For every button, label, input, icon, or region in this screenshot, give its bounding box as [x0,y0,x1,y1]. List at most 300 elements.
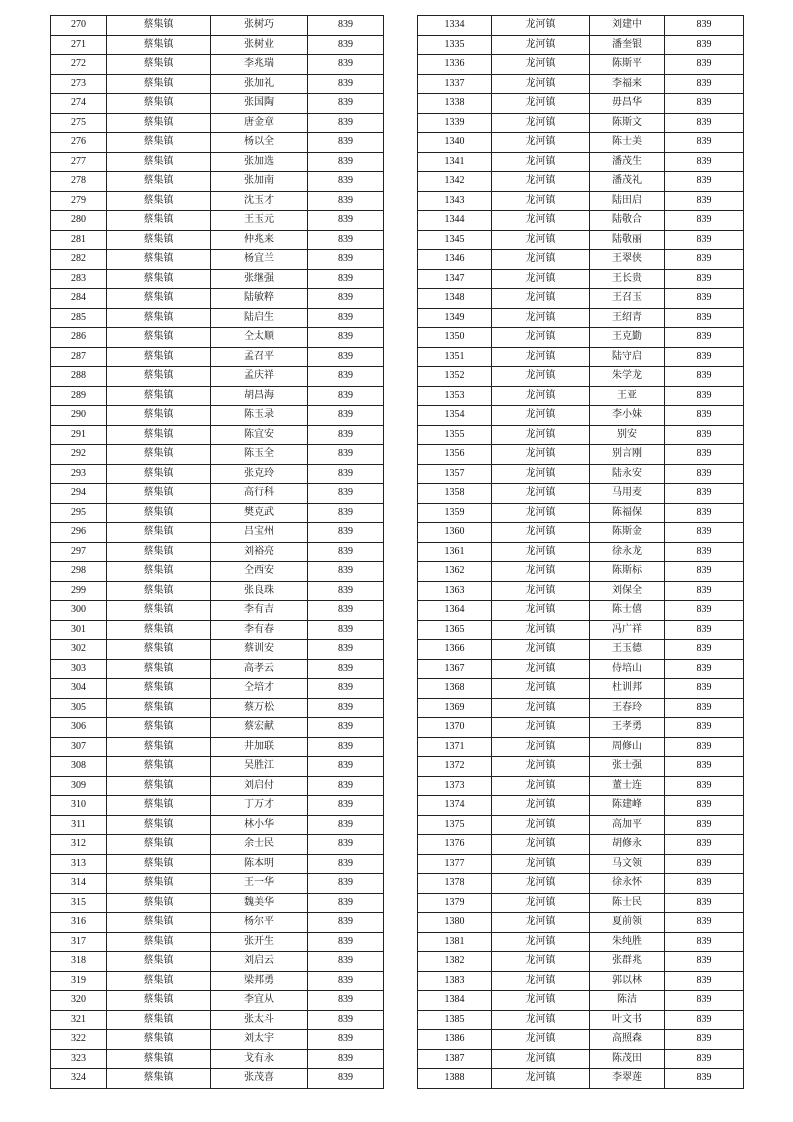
town-cell: 蔡集镇 [107,815,211,835]
amount-cell: 839 [308,1049,384,1069]
row-number: 1367 [418,659,492,679]
town-cell: 龙河镇 [492,94,590,114]
town-cell: 蔡集镇 [107,698,211,718]
row-number: 1368 [418,679,492,699]
table-row [418,757,744,777]
table-row [51,152,384,172]
right-roster-table [417,15,744,1089]
row-number: 305 [51,698,107,718]
amount-cell: 839 [665,172,744,192]
table-row [418,1010,744,1030]
name-cell: 杜训邦 [590,679,665,699]
row-number: 273 [51,74,107,94]
town-cell: 蔡集镇 [107,230,211,250]
name-cell: 吕宝州 [211,523,308,543]
amount-cell: 839 [308,562,384,582]
table-row [418,445,744,465]
town-cell: 龙河镇 [492,16,590,36]
amount-cell: 839 [308,328,384,348]
table-row [51,640,384,660]
name-cell: 唐金章 [211,113,308,133]
row-number: 309 [51,776,107,796]
table-row [51,308,384,328]
row-number: 1373 [418,776,492,796]
table-row [51,289,384,309]
town-cell: 龙河镇 [492,952,590,972]
amount-cell: 839 [308,191,384,211]
town-cell: 龙河镇 [492,347,590,367]
town-cell: 蔡集镇 [107,659,211,679]
town-cell: 龙河镇 [492,679,590,699]
town-cell: 龙河镇 [492,35,590,55]
table-row [51,74,384,94]
town-cell: 蔡集镇 [107,1069,211,1089]
amount-cell: 839 [665,874,744,894]
name-cell: 陈建峰 [590,796,665,816]
amount-cell: 839 [665,698,744,718]
amount-cell: 839 [665,406,744,426]
row-number: 302 [51,640,107,660]
amount-cell: 839 [665,1069,744,1089]
table-row [418,952,744,972]
row-number: 1370 [418,718,492,738]
amount-cell: 839 [308,211,384,231]
amount-cell: 839 [665,679,744,699]
name-cell: 董士连 [590,776,665,796]
town-cell: 蔡集镇 [107,74,211,94]
town-cell: 蔡集镇 [107,386,211,406]
table-row [51,386,384,406]
row-number: 320 [51,991,107,1011]
table-row [418,854,744,874]
amount-cell: 839 [308,893,384,913]
table-row [51,35,384,55]
town-cell: 蔡集镇 [107,562,211,582]
table-row [418,16,744,36]
row-number: 1360 [418,523,492,543]
town-cell: 龙河镇 [492,328,590,348]
town-cell: 龙河镇 [492,211,590,231]
name-cell: 张加选 [211,152,308,172]
name-cell: 马文领 [590,854,665,874]
town-cell: 龙河镇 [492,1069,590,1089]
town-cell: 蔡集镇 [107,854,211,874]
row-number: 1382 [418,952,492,972]
amount-cell: 839 [665,367,744,387]
town-cell: 蔡集镇 [107,191,211,211]
table-row [418,718,744,738]
amount-cell: 839 [665,581,744,601]
right-roster-body [418,16,744,1089]
amount-cell: 839 [665,796,744,816]
row-number: 1372 [418,757,492,777]
table-row [51,445,384,465]
amount-cell: 839 [308,94,384,114]
name-cell: 刘启云 [211,952,308,972]
row-number: 298 [51,562,107,582]
name-cell: 蔡万松 [211,698,308,718]
name-cell: 仝西安 [211,562,308,582]
name-cell: 张良珠 [211,581,308,601]
row-number: 1353 [418,386,492,406]
table-row [418,581,744,601]
amount-cell: 839 [665,484,744,504]
name-cell: 王亚 [590,386,665,406]
town-cell: 蔡集镇 [107,601,211,621]
name-cell: 张继强 [211,269,308,289]
name-cell: 刘启付 [211,776,308,796]
row-number: 281 [51,230,107,250]
town-cell: 龙河镇 [492,172,590,192]
table-row [418,308,744,328]
town-cell: 龙河镇 [492,893,590,913]
town-cell: 龙河镇 [492,503,590,523]
town-cell: 龙河镇 [492,464,590,484]
name-cell: 周修山 [590,737,665,757]
amount-cell: 839 [665,445,744,465]
row-number: 1363 [418,581,492,601]
row-number: 306 [51,718,107,738]
name-cell: 胡修永 [590,835,665,855]
town-cell: 龙河镇 [492,874,590,894]
town-cell: 蔡集镇 [107,757,211,777]
table-row [51,1010,384,1030]
amount-cell: 839 [665,230,744,250]
name-cell: 刘太宇 [211,1030,308,1050]
amount-cell: 839 [308,425,384,445]
name-cell: 李翠莲 [590,1069,665,1089]
row-number: 1364 [418,601,492,621]
town-cell: 龙河镇 [492,971,590,991]
name-cell: 冯广祥 [590,620,665,640]
amount-cell: 839 [665,932,744,952]
town-cell: 龙河镇 [492,1010,590,1030]
amount-cell: 839 [665,16,744,36]
left-roster-table [50,15,384,1089]
name-cell: 陈斯文 [590,113,665,133]
table-row [418,425,744,445]
amount-cell: 839 [665,152,744,172]
row-number: 1349 [418,308,492,328]
table-row [51,113,384,133]
row-number: 280 [51,211,107,231]
table-row [418,172,744,192]
amount-cell: 839 [308,679,384,699]
left-roster-body [51,16,384,1089]
town-cell: 龙河镇 [492,776,590,796]
row-number: 275 [51,113,107,133]
row-number: 308 [51,757,107,777]
town-cell: 蔡集镇 [107,445,211,465]
name-cell: 朱学龙 [590,367,665,387]
town-cell: 龙河镇 [492,406,590,426]
row-number: 270 [51,16,107,36]
name-cell: 杨尔平 [211,913,308,933]
table-row [51,679,384,699]
table-row [51,757,384,777]
town-cell: 龙河镇 [492,640,590,660]
town-cell: 龙河镇 [492,74,590,94]
town-cell: 龙河镇 [492,796,590,816]
amount-cell: 839 [665,328,744,348]
town-cell: 蔡集镇 [107,35,211,55]
table-row [418,640,744,660]
amount-cell: 839 [308,55,384,75]
row-number: 1351 [418,347,492,367]
town-cell: 龙河镇 [492,542,590,562]
amount-cell: 839 [665,971,744,991]
town-cell: 蔡集镇 [107,425,211,445]
town-cell: 蔡集镇 [107,581,211,601]
row-number: 1354 [418,406,492,426]
amount-cell: 839 [308,874,384,894]
table-row [51,893,384,913]
town-cell: 蔡集镇 [107,542,211,562]
table-row [51,932,384,952]
row-number: 290 [51,406,107,426]
table-row [418,991,744,1011]
amount-cell: 839 [308,854,384,874]
amount-cell: 839 [665,952,744,972]
amount-cell: 839 [308,16,384,36]
name-cell: 潘茂礼 [590,172,665,192]
amount-cell: 839 [308,367,384,387]
table-row [418,971,744,991]
name-cell: 张树业 [211,35,308,55]
row-number: 1365 [418,620,492,640]
table-row [51,133,384,153]
name-cell: 王长贵 [590,269,665,289]
table-row [418,464,744,484]
name-cell: 张太斗 [211,1010,308,1030]
amount-cell: 839 [308,542,384,562]
table-row [418,1030,744,1050]
table-row [418,1069,744,1089]
town-cell: 蔡集镇 [107,367,211,387]
town-cell: 龙河镇 [492,484,590,504]
town-cell: 蔡集镇 [107,796,211,816]
row-number: 279 [51,191,107,211]
town-cell: 龙河镇 [492,191,590,211]
town-cell: 龙河镇 [492,445,590,465]
amount-cell: 839 [308,152,384,172]
table-row [418,484,744,504]
row-number: 295 [51,503,107,523]
table-row [418,152,744,172]
amount-cell: 839 [665,562,744,582]
town-cell: 龙河镇 [492,1049,590,1069]
amount-cell: 839 [308,620,384,640]
name-cell: 潘茂生 [590,152,665,172]
row-number: 294 [51,484,107,504]
town-cell: 蔡集镇 [107,718,211,738]
town-cell: 蔡集镇 [107,932,211,952]
row-number: 287 [51,347,107,367]
town-cell: 龙河镇 [492,367,590,387]
amount-cell: 839 [308,581,384,601]
row-number: 297 [51,542,107,562]
table-row [51,1069,384,1089]
town-cell: 蔡集镇 [107,679,211,699]
name-cell: 吴胜江 [211,757,308,777]
amount-cell: 839 [665,74,744,94]
table-row [51,1049,384,1069]
table-row [418,874,744,894]
table-row [418,523,744,543]
row-number: 1336 [418,55,492,75]
table-row [51,718,384,738]
amount-cell: 839 [665,601,744,621]
name-cell: 陈士美 [590,133,665,153]
row-number: 315 [51,893,107,913]
table-row [418,211,744,231]
town-cell: 龙河镇 [492,523,590,543]
name-cell: 余士民 [211,835,308,855]
row-number: 1361 [418,542,492,562]
row-number: 321 [51,1010,107,1030]
amount-cell: 839 [308,971,384,991]
row-number: 1337 [418,74,492,94]
amount-cell: 839 [665,386,744,406]
row-number: 322 [51,1030,107,1050]
row-number: 288 [51,367,107,387]
town-cell: 蔡集镇 [107,211,211,231]
row-number: 1356 [418,445,492,465]
row-number: 311 [51,815,107,835]
table-row [418,542,744,562]
row-number: 1343 [418,191,492,211]
table-row [51,581,384,601]
table-row [418,913,744,933]
table-row [418,347,744,367]
table-row [51,542,384,562]
row-number: 324 [51,1069,107,1089]
amount-cell: 839 [308,835,384,855]
name-cell: 王玉德 [590,640,665,660]
row-number: 299 [51,581,107,601]
table-row [51,211,384,231]
amount-cell: 839 [665,991,744,1011]
amount-cell: 839 [308,269,384,289]
table-row [51,815,384,835]
row-number: 1352 [418,367,492,387]
row-number: 1388 [418,1069,492,1089]
table-row [51,620,384,640]
town-cell: 蔡集镇 [107,16,211,36]
name-cell: 李有春 [211,620,308,640]
town-cell: 龙河镇 [492,269,590,289]
amount-cell: 839 [308,698,384,718]
name-cell: 戈有永 [211,1049,308,1069]
name-cell: 徐永怀 [590,874,665,894]
table-row [418,35,744,55]
town-cell: 蔡集镇 [107,893,211,913]
table-row [51,55,384,75]
amount-cell: 839 [665,35,744,55]
amount-cell: 839 [308,796,384,816]
row-number: 323 [51,1049,107,1069]
name-cell: 陆启生 [211,308,308,328]
table-row [418,406,744,426]
row-number: 1350 [418,328,492,348]
town-cell: 龙河镇 [492,718,590,738]
name-cell: 侍培山 [590,659,665,679]
table-row [418,230,744,250]
row-number: 1387 [418,1049,492,1069]
name-cell: 张加南 [211,172,308,192]
row-number: 1376 [418,835,492,855]
table-row [418,503,744,523]
town-cell: 蔡集镇 [107,406,211,426]
table-row [51,796,384,816]
town-cell: 蔡集镇 [107,269,211,289]
table-row [51,464,384,484]
amount-cell: 839 [308,913,384,933]
table-row [418,620,744,640]
amount-cell: 839 [308,991,384,1011]
name-cell: 王召玉 [590,289,665,309]
town-cell: 龙河镇 [492,620,590,640]
amount-cell: 839 [665,815,744,835]
town-cell: 龙河镇 [492,113,590,133]
row-number: 1375 [418,815,492,835]
amount-cell: 839 [665,542,744,562]
name-cell: 樊克武 [211,503,308,523]
town-cell: 龙河镇 [492,562,590,582]
amount-cell: 839 [308,484,384,504]
amount-cell: 839 [665,94,744,114]
table-row [51,776,384,796]
table-row [51,971,384,991]
town-cell: 蔡集镇 [107,113,211,133]
row-number: 276 [51,133,107,153]
town-cell: 龙河镇 [492,152,590,172]
amount-cell: 839 [308,406,384,426]
amount-cell: 839 [665,1049,744,1069]
amount-cell: 839 [308,133,384,153]
name-cell: 王玉元 [211,211,308,231]
town-cell: 蔡集镇 [107,1010,211,1030]
amount-cell: 839 [665,776,744,796]
row-number: 1383 [418,971,492,991]
amount-cell: 839 [665,55,744,75]
town-cell: 蔡集镇 [107,1030,211,1050]
name-cell: 陆敬合 [590,211,665,231]
row-number: 1334 [418,16,492,36]
row-number: 1355 [418,425,492,445]
table-row [51,191,384,211]
row-number: 1339 [418,113,492,133]
table-row [418,94,744,114]
row-number: 278 [51,172,107,192]
table-row [51,250,384,270]
name-cell: 刘建中 [590,16,665,36]
row-number: 1359 [418,503,492,523]
name-cell: 陈玉录 [211,406,308,426]
name-cell: 王孝勇 [590,718,665,738]
table-row [418,562,744,582]
table-row [51,406,384,426]
row-number: 300 [51,601,107,621]
town-cell: 龙河镇 [492,250,590,270]
town-cell: 蔡集镇 [107,328,211,348]
amount-cell: 839 [665,503,744,523]
name-cell: 潘奎银 [590,35,665,55]
name-cell: 魏美华 [211,893,308,913]
name-cell: 李宜从 [211,991,308,1011]
row-number: 318 [51,952,107,972]
amount-cell: 839 [665,1010,744,1030]
